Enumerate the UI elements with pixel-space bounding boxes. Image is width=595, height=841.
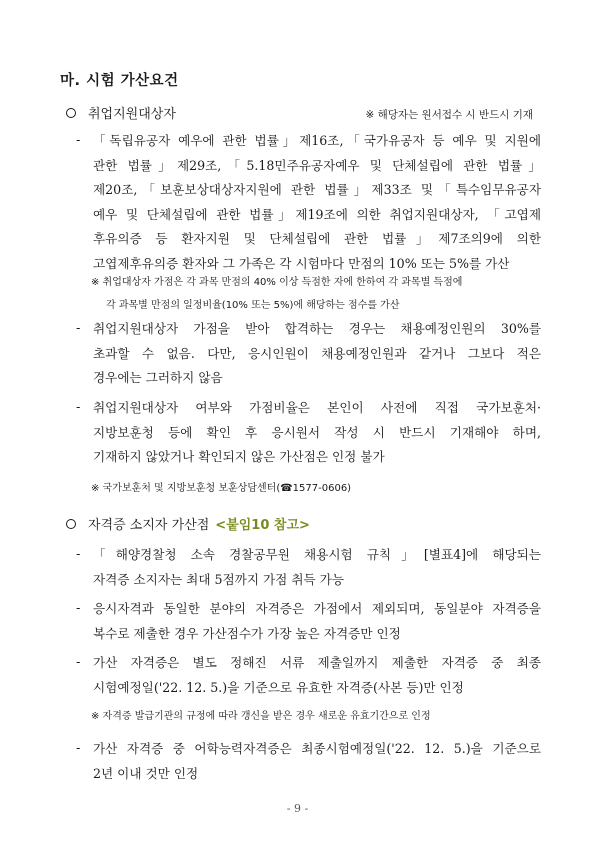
section2-item3: [93, 651, 541, 700]
section-title: 마. 시험 가산요건: [60, 73, 179, 89]
text-line: 예우 및 단체설립에 관한 법률」제19조에 의한 취업지원대상자, 「고엽제: [93, 206, 541, 222]
text-line: 「독립유공자 예우에 관한 법률」제16조,「국가유공자 등 예우 및 지원에: [93, 133, 541, 148]
section2-item2: [93, 597, 541, 646]
dash-marker: -: [76, 601, 81, 616]
section2-item1: [93, 543, 541, 592]
section1-item2: [93, 317, 541, 391]
section1-note1-line1: ※ 취업대상자 가점은 각 과목 만점의 40% 이상 득점한 자에 한하여 각 과목별 득점에: [91, 277, 463, 288]
dash-marker: -: [76, 547, 81, 562]
dash-marker: -: [76, 400, 81, 415]
section1-note2: ※ 국가보훈처 및 지방보훈청 보훈상담센터(☎1577-0606): [91, 483, 352, 494]
text-line: 「해양경찰청 소속 경찰공무원 채용시험 규칙」[별표4]에 해당되는: [93, 547, 541, 562]
text-line: 후유의증 등 환자지원 및 단체설립에 관한 법률」제7조의9에 의한: [93, 231, 541, 247]
dash-marker: -: [76, 655, 81, 670]
text-line: 2년 이내 것만 인정: [93, 765, 199, 781]
text-line: 제20조,「보훈보상대상자지원에 관한 법률」제33조 및「특수임무유공자: [93, 182, 541, 198]
text-line: 고엽제후유의증 환자와 그 가족은 각 시험마다 만점의 10% 또는 5%를 가산: [93, 255, 510, 271]
circle-bullet-icon: [66, 519, 76, 529]
text-line: 지방보훈청 등에 확인 후 응시원서 작성 시 반드시 기재해야 하며,: [93, 424, 541, 440]
text-line: 기재하지 않았거나 확인되지 않은 가산점은 인정 불가: [93, 449, 385, 465]
text-line: 관한 법률」제29조,「5.18민주유공자예우 및 단체설립에 관한 법률」: [93, 157, 541, 173]
section1-heading-text: 취업지원대상자: [88, 107, 176, 122]
text-line: 취업지원대상자 여부와 가점비율은 본인이 사전에 직접 국가보훈처·: [93, 400, 541, 415]
text-line: 복수로 제출한 경우 가산점수가 가장 높은 자격증만 인정: [93, 625, 401, 641]
circle-bullet-icon: [66, 108, 76, 118]
text-line: 취업지원대상자 가점을 받아 합격하는 경우는 채용예정인원의 30%를: [93, 321, 541, 336]
section2-heading-reference: <붙임10 참고>: [215, 518, 310, 533]
dash-marker: -: [76, 133, 81, 148]
text-line: 경우에는 그러하지 않음: [93, 370, 223, 386]
text-line: 시험예정일('22. 12. 5.)을 기준으로 유효한 자격증(사본 등)만 인정: [93, 679, 464, 695]
text-line: 자격증 소지자는 최대 5점까지 가점 취득 가능: [93, 571, 345, 587]
section1-note1-line2: 각 과목별 만점의 일정비율(10% 또는 5%)에 해당하는 점수를 가산: [106, 300, 400, 311]
text-line: 가산 자격증은 별도 정해진 서류 제출일까지 제출한 자격증 중 최종: [93, 655, 541, 670]
section2-note: ※ 자격증 발급기관의 규정에 따라 갱신을 받은 경우 새로운 유효기간으로 인정: [91, 711, 431, 722]
dash-marker: -: [76, 321, 81, 336]
section1-heading: [66, 103, 176, 122]
section2-heading: [66, 514, 310, 533]
text-line: 가산 자격증 중 어학능력자격증은 최종시험예정일('22. 12. 5.)을 기준으로: [93, 741, 541, 756]
page-number: - 9 -: [286, 802, 309, 815]
dash-marker: -: [76, 741, 81, 756]
section1-item3: [93, 396, 541, 470]
section2-item4: [93, 737, 541, 786]
section2-heading-text: 자격증 소지자 가산점: [88, 518, 210, 533]
section1-notice: ※ 해당자는 원서접수 시 반드시 기재: [365, 109, 533, 121]
text-line: 초과할 수 없음. 다만, 응시인원이 채용예정인원과 같거나 그보다 적은: [93, 345, 541, 361]
text-line: 응시자격과 동일한 분야의 자격증은 가점에서 제외되며, 동일분야 자격증을: [93, 601, 541, 616]
section1-item1: [93, 129, 541, 277]
